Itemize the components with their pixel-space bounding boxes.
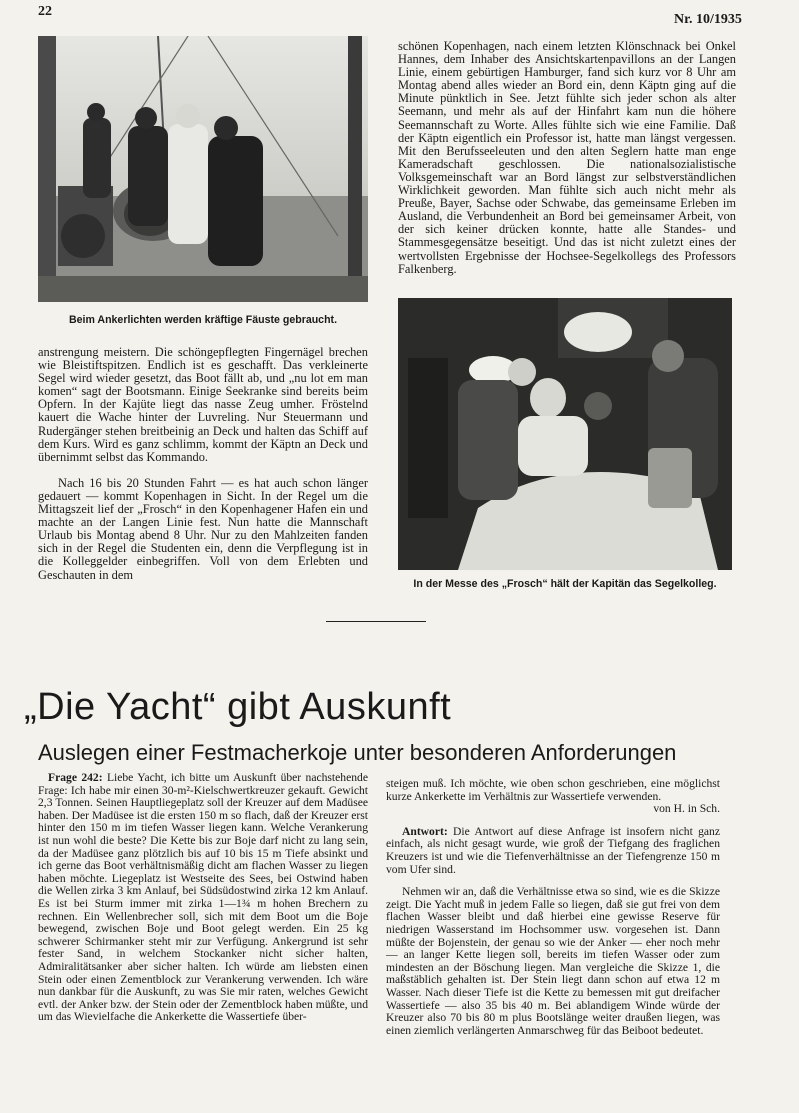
question-column xyxy=(38,772,368,1034)
section-divider xyxy=(326,621,426,622)
answer-text-1: Die Antwort auf diese Anfrage ist insofern nicht ganz einfach, als nicht gesagt wurde, wie groß der Tiefgang des fraglichen Kreuzers ist und wie die Tiefenverhältnisse an der Tiefengrenze 150 m vom Ufer sind. xyxy=(386,824,720,876)
left-column-paragraph-1: anstrengung meistern. Die schöngepflegten Fingernägel brechen wie Bleistiftspitzen. Endlich ist es geschafft. Das verkleinerte Segel wird wieder gesetzt, das Boot fällt ab, und „nu lot em man komen“ sagt der Bootsmann. Einige Seekranke sind bereits beim Opfern. In der Kajüte liegt das nasse Zeug umher. Fröstelnd kauert die Wache hinter der Luvreling. Nur Steuermann und Rudergänger stehen breitbeinig an Deck und halten das Schiff auf dem Kurs. Wird es ganz schlimm, kommt der Käptn an Deck und übernimmt selbst das Kommando. xyxy=(38,345,368,464)
left-column-text xyxy=(38,346,368,595)
question-continuation: steigen muß. Ich möchte, wie oben schon geschrieben, eine möglichst kurze Ankerkette im Verhältnis zur Wassertiefe verwenden. xyxy=(386,777,720,803)
article-title: „Die Yacht“ gibt Auskunft xyxy=(24,686,452,728)
photo1-caption: Beim Ankerlichten werden kräftige Fäuste gebraucht. xyxy=(68,314,338,326)
photo2-caption: In der Messe des „Frosch“ hält der Kapitän das Segelkolleg. xyxy=(413,578,717,590)
left-column-paragraph-2: Nach 16 bis 20 Stunden Fahrt — es hat auch schon länger gedauert — kommt Kopenhagen in Sicht. In der Regel um die Mittagszeit lief der „Frosch“ in den Kopenhagener Hafen ein und machte an der Langen Linie fest. Nun hatte die Mannschaft Urlaub bis Montag abend 8 Uhr. Nur zu den Mahlzeiten fanden sich in der Regel die Studenten ein, denn die Verpflegung ist in die Kolleggelder einbegriffen. Voll von dem Erlebten und Geschauten in dem xyxy=(38,475,368,582)
mess-illustration xyxy=(398,298,732,570)
right-column-text xyxy=(398,40,736,289)
issue-number: Nr. 10/1935 xyxy=(674,12,742,27)
answer-column xyxy=(386,778,720,1047)
question-paragraph xyxy=(38,772,368,1024)
question-text: Liebe Yacht, ich bitte um Auskunft über nachstehende Frage: Ich habe mir einen 30-m²-Kielschwertkreuzer gekauft. Gewicht 2,3 Tonnen. Seinen Hauptliegeplatz soll der Kreuzer auf dem Madüsee haben. Der Madüsee ist die ersten 150 m so flach, daß der Kreuzer erst hinter den 150 m im tiefen Wasser liegen kann. Welche Verankerung ist nun wohl die beste? Die Kette bis zur Boje darf nicht zu lang sein, da der Madüsee ganz plötzlich bis auf 10 bis 15 m Tiefe absinkt und ich gerne das Boot verhältnismäßig dicht am flachen Wasser zu liegen haben möchte. Liegeplatz ist Westseite des Sees, bei Ostwind haben die Wellen zirka 3 km Anlauf, bei Südsüdostwind zirka 12 km Anlauf. Es ist bei Sturm immer mit zirka 1—1¾ m hohen Brechern zu rechnen. Ein Wellenbrecher soll, sich mit dem Boot um die Boje bewegend, zwischen Boje und Boot gelegt werden. Ein 25 kg schwerer Schirmanker steht mir zur Verfügung. Ankergrund ist sehr fester Sand, in welchem Stockanker nicht sicher halten, Admiralitätsanker aber sicher halten. Ich würde am liebsten einen Stein oder einen Zementblock zur Verankerung verwenden. Ich wäre nun dankbar für die Auskunft, zu was Sie mir raten, welches Gewicht evtl. der Anker bzw. der Stein oder der Zementblock haben müßte, und um das Wievielfache die Ankerkette die Wassertiefe über- xyxy=(38,771,368,1024)
answer-paragraph-1 xyxy=(386,826,720,876)
question-signature: von H. in Sch. xyxy=(653,802,720,816)
page-number: 22 xyxy=(38,4,52,19)
answer-label: Antwort: xyxy=(402,824,448,838)
answer-paragraph-2: Nehmen wir an, daß die Verhältnisse etwa so sind, wie es die Skizze zeigt. Die Yacht muß in jedem Falle so liegen, daß sie gut frei von dem flachen Wasser bleibt und daß hierbei eine gewisse Reserve für niedrigen Wasserstand im Hochsommer usw. vorgesehen ist. Dann müßte der Bojenstein, der genau so wie der Anker — eher noch mehr — an langer Kette liegen soll, bereits im tiefen Wasser oder zum mindesten an der Böschung liegen. Man vergleiche die Skizze 1, die maßstäblich gehalten ist. Der Stein liegt dann schon auf etwa 12 m Wasser. Nach dieser Tiefe ist die Kette zu bemessen mit gut dreifacher Wassertiefe — also 35 bis 40 m. Bei ablandigem Winde würde der Kreuzer also 70 bis 80 m plus Bootslänge weiter draußen liegen, was einen ziemlich verlängerten Anmarschweg für das Beiboot bedeutet. xyxy=(386,885,720,1037)
question-label: Frage 242: xyxy=(48,771,103,784)
mess-photo xyxy=(398,298,732,570)
article-subtitle: Auslegen einer Festmacherkoje unter besonderen Anforderungen xyxy=(38,740,677,765)
anchor-hauling-photo xyxy=(38,36,368,302)
anchor-hauling-illustration xyxy=(38,36,368,302)
right-column-paragraph: schönen Kopenhagen, nach einem letzten Klönschnack bei Onkel Hannes, dem Inhaber des Ansichtskartenpavillons an der Langen Linie, einem gebürtigen Hamburger, fand sich kurz vor 8 Uhr am Montag abend alles wieder an Bord ein, denn Käptn ging auf die Minute pünktlich in See. Jetzt fühlte sich jeder schon als alter Seemann, und mehr als auf der Hinfahrt kam nun die höhere Seemannschaft zu Worte. Alles fühlte sich wie eine Familie. Daß der Käptn eigentlich ein Professor ist, hatte man längst vergessen. Mit den Berufsseeleuten und den alten Seglern hatte man enge Kameradschaft geschlossen. Die nationalsozialistische Volksgemeinschaft war an Bord längst zur selbstverständlichen Wirklichkeit geworden. Man fühlte sich auch nicht mehr als Preuße, Bayer, Sachse oder Schwabe, das gemeinsame Erleben im Ausland, die Verbundenheit an Bord bei gemeinsamer Arbeit, von der sich keiner drücken konnte, hatte alle Standes- und Stammesgegensätze beseitigt. Und das ist nicht zuletzt eines der wertvollsten Ergebnisse der Hochsee-Segelkollegs des Professors Falkenberg. xyxy=(398,39,736,276)
